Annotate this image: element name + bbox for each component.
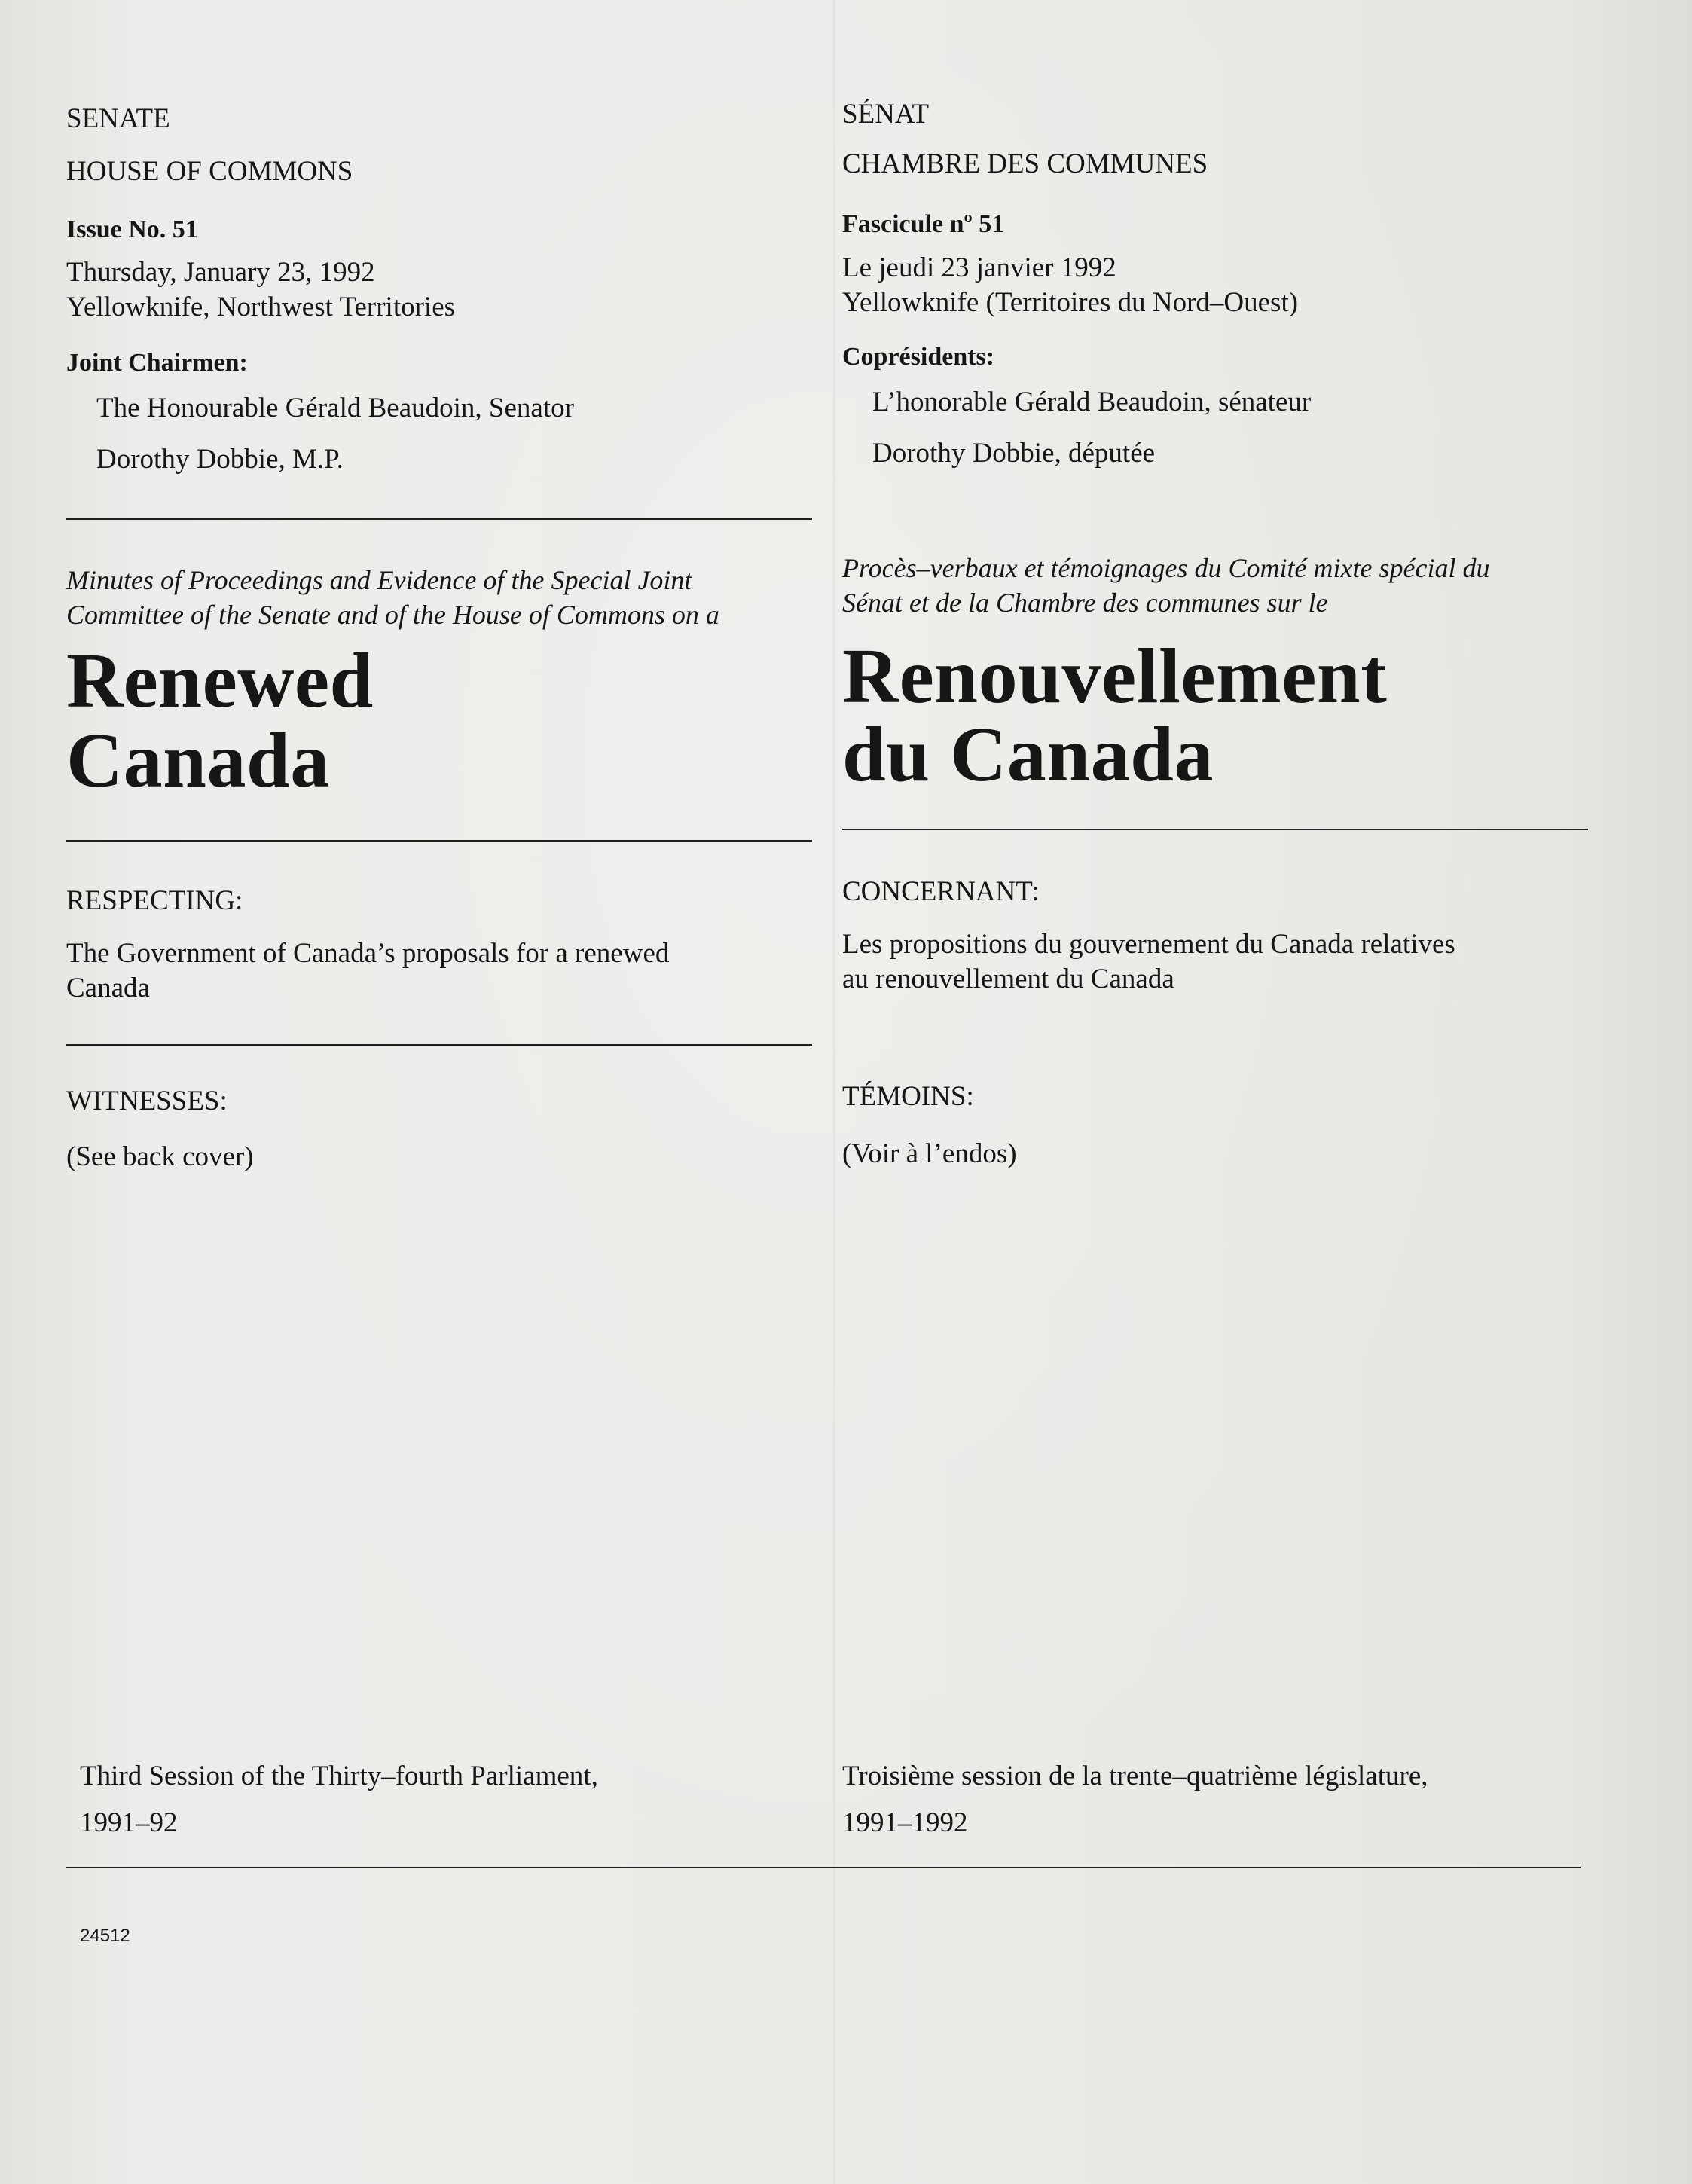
meeting-date: Le jeudi 23 janvier 1992 [842, 252, 1116, 283]
chair-name-1: L’honorable Gérald Beaudoin, sénateur [872, 386, 1312, 417]
chair-name-1: The Honourable Gérald Beaudoin, Senator [96, 393, 574, 423]
minutes-line-1: Procès–verbaux et témoignages du Comité mixte spécial du [842, 553, 1490, 583]
chair-heading: Joint Chairmen: [66, 349, 248, 377]
session-line-2: 1991–1992 [842, 1807, 968, 1838]
divider-rule [66, 1044, 812, 1046]
session-line-2: 1991–92 [80, 1807, 178, 1838]
catalogue-number: 24512 [80, 1926, 130, 1946]
witnesses-heading: WITNESSES: [66, 1086, 228, 1116]
divider-rule [842, 829, 1588, 830]
senate-label: SENATE [66, 103, 170, 134]
chair-name-2: Dorothy Dobbie, M.P. [96, 444, 344, 475]
respecting-text-2: au renouvellement du Canada [842, 964, 1174, 994]
divider-rule [66, 840, 812, 842]
document-title-line-2: du Canada [842, 711, 1214, 798]
minutes-line-1: Minutes of Proceedings and Evidence of the Special Joint [66, 565, 692, 595]
minutes-line-2: Committee of the Senate and of the House of Commons on a [66, 600, 719, 630]
witnesses-text: (See back cover) [66, 1141, 254, 1172]
house-label: HOUSE OF COMMONS [66, 156, 353, 187]
meeting-date: Thursday, January 23, 1992 [66, 257, 375, 288]
session-line-1: Third Session of the Thirty–fourth Parliament, [80, 1761, 598, 1791]
respecting-text-1: The Government of Canada’s proposals for a renewed [66, 938, 670, 969]
document-title-line-1: Renewed [66, 637, 374, 724]
respecting-heading: RESPECTING: [66, 885, 243, 916]
house-label: CHAMBRE DES COMMUNES [842, 148, 1208, 179]
bottom-divider-rule [66, 1867, 1581, 1868]
chair-heading: Coprésidents: [842, 343, 995, 371]
witnesses-heading: TÉMOINS: [842, 1081, 974, 1112]
meeting-place: Yellowknife, Northwest Territories [66, 292, 456, 322]
page-gutter [833, 0, 835, 2184]
divider-rule [66, 518, 812, 520]
minutes-line-2: Sénat et de la Chambre des communes sur le [842, 588, 1328, 618]
issue-number: Issue No. 51 [66, 215, 198, 243]
respecting-text-2: Canada [66, 973, 150, 1003]
session-line-1: Troisième session de la trente–quatrième législature, [842, 1761, 1428, 1791]
document-title-line-2: Canada [66, 717, 330, 804]
respecting-heading: CONCERNANT: [842, 876, 1040, 907]
witnesses-text: (Voir à l’endos) [842, 1138, 1017, 1169]
meeting-place: Yellowknife (Territoires du Nord–Ouest) [842, 287, 1299, 318]
document-title-line-1: Renouvellement [842, 633, 1388, 719]
issue-number: Fascicule nº 51 [842, 210, 1005, 238]
chair-name-2: Dorothy Dobbie, députée [872, 438, 1156, 469]
respecting-text-1: Les propositions du gouvernement du Canada relatives [842, 929, 1455, 960]
senate-label: SÉNAT [842, 99, 930, 130]
